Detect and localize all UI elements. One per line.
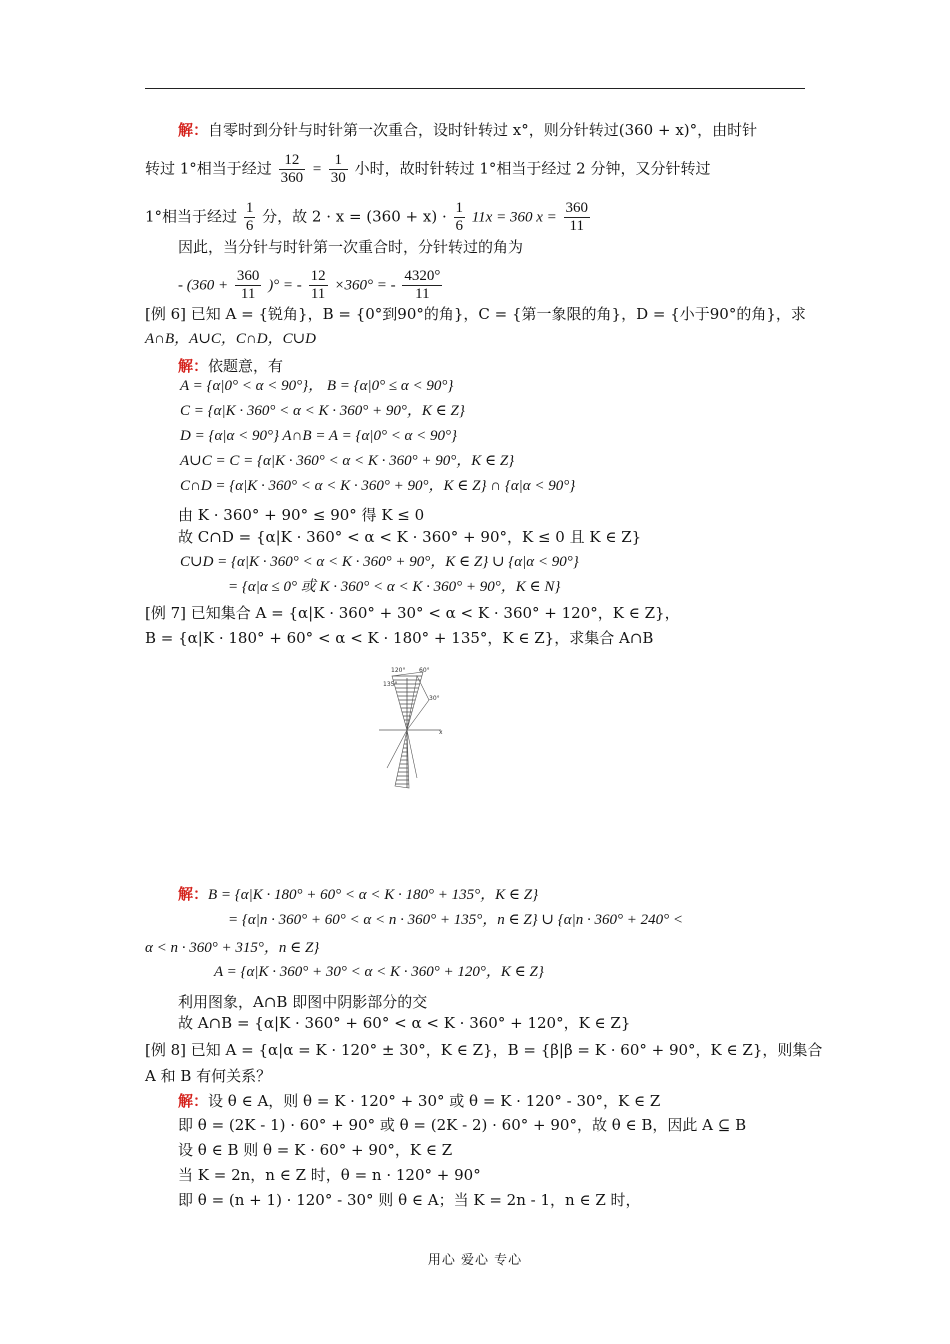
text-line: 利用图象，A∩B 即图中阴影部分的交 bbox=[178, 993, 428, 1011]
math-line: α < n · 360° + 315°，n ∈ Z} bbox=[145, 940, 320, 956]
example-8-line-1: [例 8] 已知 A = {α|α = K · 120° ± 30°，K ∈ Z}，B = {β|β = K · 60° + 90°，K ∈ Z}，则集合 bbox=[145, 1041, 823, 1059]
example-7-line-2: B = {α|K · 180° + 60° < α < K · 180° + 135°，K ∈ Z}，求集合 A∩B bbox=[145, 629, 654, 647]
solution-line-3: 1°相当于经过 $\frac{1}{6}$ 分，故 2 · x = (360 + x) · $\frac{1}{6}$ 11x = 360 x = $\frac{360}{11}$ bbox=[145, 200, 589, 234]
solution-line-5: - (360 + $\frac{360}{11}$ )° = - $\frac{12}{11}$ ×360° = - $\frac{4320^\circ}{11}$ bbox=[178, 268, 441, 302]
label-120: 120° bbox=[391, 667, 406, 674]
math-line: C∩D = {α|K · 360° < α < K · 360° + 90°，K ∈ Z} ∩ {α|α < 90°} bbox=[180, 478, 576, 494]
example-7-solution: 解：B = {α|K · 180° + 60° < α < K · 180° + 135°，K ∈ Z} bbox=[178, 885, 539, 903]
math-line: A = {α|K · 360° + 30° < α < K · 360° + 120°，K ∈ Z} bbox=[214, 964, 544, 980]
example-6-line-2: A∩B，A∪C，C∩D，C∪D bbox=[145, 331, 316, 347]
math-line: A∪C = C = {α|K · 360° < α < K · 360° + 90°，K ∈ Z} bbox=[180, 453, 515, 469]
angle-diagram bbox=[375, 658, 445, 790]
solution-label: 解： bbox=[178, 357, 209, 375]
fraction: $\frac{4320^\circ}{11}$ bbox=[404, 268, 441, 302]
label-x: x bbox=[439, 729, 443, 736]
solution-line-1: 解：自零时到分针与时针第一次重合，设时针转过 x°，则分针转过(360 + x)°，由时针 bbox=[178, 121, 758, 139]
fraction: $\frac{12}{360}$ bbox=[280, 152, 304, 186]
solution-label: 解： bbox=[178, 1092, 209, 1110]
example-6-solution: 解：依题意，有 bbox=[178, 357, 284, 375]
solution-label: 解： bbox=[178, 885, 209, 903]
example-8-line-2: A 和 B 有何关系？ bbox=[145, 1067, 272, 1085]
math-line: = {α|α ≤ 0° 或 K · 360° < α < K · 360° + 90°，K ∈ N} bbox=[228, 579, 561, 595]
fraction: $\frac{360}{11}$ bbox=[236, 268, 260, 302]
page-footer: 用心 爱心 专心 bbox=[427, 1253, 523, 1268]
math-line: C = {α|K · 360° < α < K · 360° + 90°，K ∈ Z} bbox=[180, 403, 465, 419]
solution-line-4: 因此，当分针与时针第一次重合时，分针转过的角为 bbox=[178, 238, 524, 256]
math-line: 当 K = 2n，n ∈ Z 时，θ = n · 120° + 90° bbox=[178, 1166, 481, 1184]
math-line: 故 C∩D = {α|K · 360° < α < K · 360° + 90°，K ≤ 0 且 K ∈ Z} bbox=[178, 528, 642, 546]
math-line: C∪D = {α|K · 360° < α < K · 360° + 90°，K ∈ Z} ∪ {α|α < 90°} bbox=[180, 554, 579, 570]
label-60: 60° bbox=[419, 667, 430, 674]
fraction: $\frac{12}{11}$ bbox=[310, 268, 326, 302]
fraction: $\frac{1}{6}$ bbox=[245, 200, 254, 234]
example-7-line-1: [例 7] 已知集合 A = {α|K · 360° + 30° < α < K · 360° + 120°，K ∈ Z}， bbox=[145, 604, 680, 622]
math-line: 即 θ = (2K - 1) · 60° + 90° 或 θ = (2K - 2) · 60° + 90°，故 θ ∈ B，因此 A ⊆ B bbox=[178, 1116, 747, 1134]
example-8-solution: 解：设 θ ∈ A，则 θ = K · 120° + 30° 或 θ = K · 120° - 30°，K ∈ Z bbox=[178, 1092, 661, 1110]
math-line: A = {α|0° < α < 90°}， B = {α|0° ≤ α < 90°} bbox=[180, 378, 454, 394]
solution-label: 解： bbox=[178, 121, 209, 139]
solution-line-2: 转过 1°相当于经过 $\frac{12}{360}$ = $\frac{1}{30}$ 小时，故时针转过 1°相当于经过 2 分钟，又分针转过 bbox=[145, 152, 711, 186]
shaded-region-lower bbox=[395, 730, 409, 788]
label-30: 30° bbox=[429, 695, 440, 702]
math-line: 由 K · 360° + 90° ≤ 90° 得 K ≤ 0 bbox=[178, 506, 425, 524]
math-line: 设 θ ∈ B 则 θ = K · 60° + 90°，K ∈ Z bbox=[178, 1141, 453, 1159]
header-rule bbox=[145, 88, 805, 89]
math-line: 故 A∩B = {α|K · 360° + 60° < α < K · 360° + 120°，K ∈ Z} bbox=[178, 1014, 631, 1032]
fraction: $\frac{1}{6}$ bbox=[455, 200, 464, 234]
math-line: = {α|n · 360° + 60° < α < n · 360° + 135°，n ∈ Z} ∪ {α|n · 360° + 240° < bbox=[228, 912, 683, 928]
example-6-line-1: [例 6] 已知 A = {锐角}，B = {0°到90°的角}，C = {第一象限的角}，D = {小于90°的角}，求 bbox=[145, 305, 806, 323]
math-line: 即 θ = (n + 1) · 120° - 30° 则 θ ∈ A；当 K = 2n - 1，n ∈ Z 时， bbox=[178, 1191, 641, 1209]
label-135: 135° bbox=[383, 681, 398, 688]
fraction: $\frac{1}{30}$ bbox=[330, 152, 346, 186]
fraction: $\frac{360}{11}$ bbox=[565, 200, 589, 234]
math-line: D = {α|α < 90°} A∩B = A = {α|0° < α < 90°} bbox=[180, 428, 458, 444]
